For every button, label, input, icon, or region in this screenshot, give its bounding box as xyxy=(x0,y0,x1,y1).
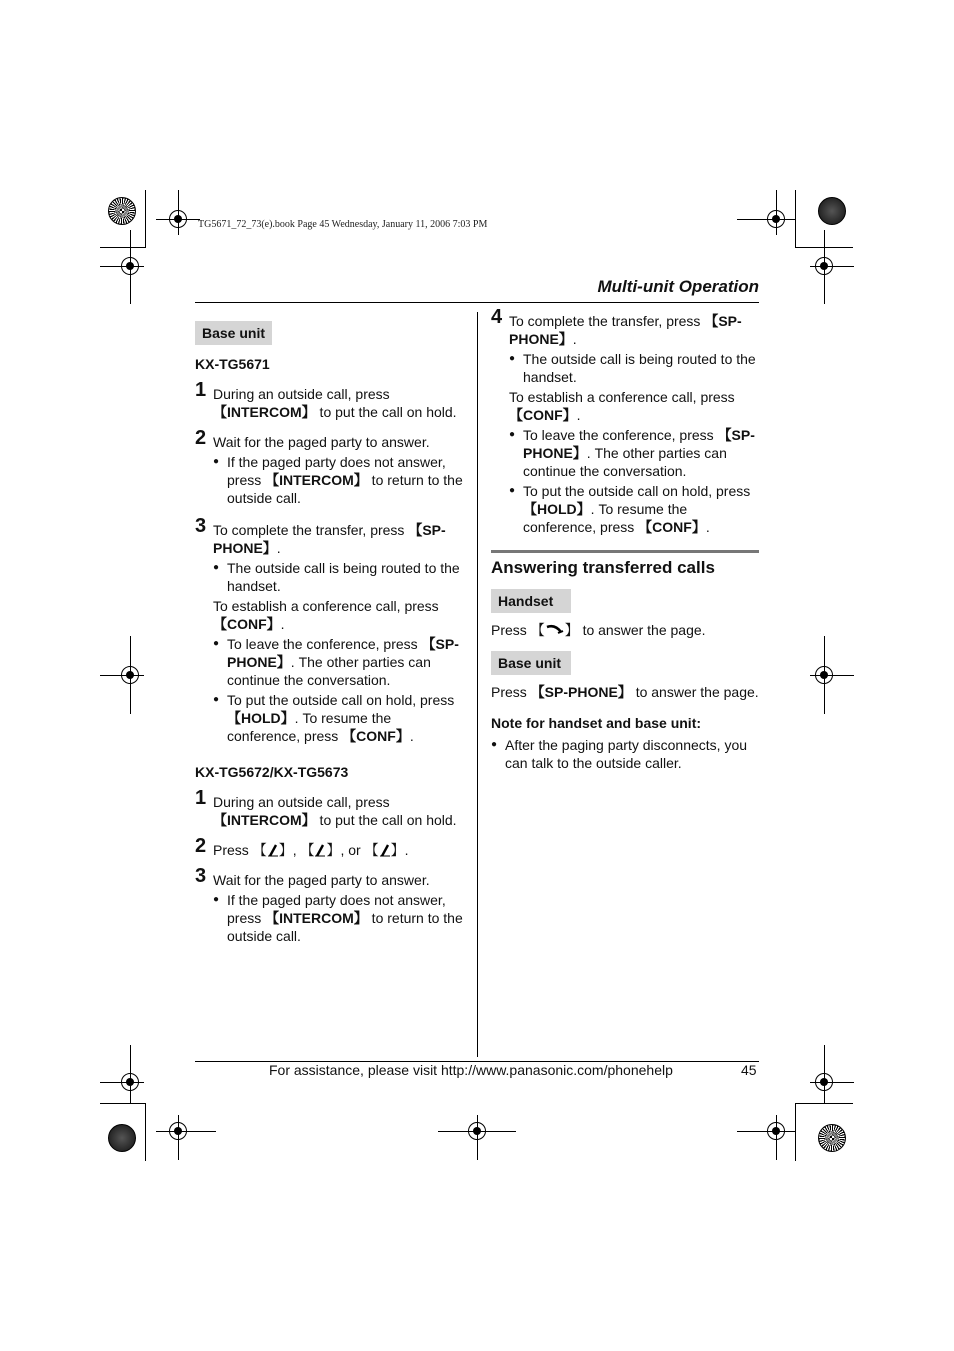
section-title: Multi-unit Operation xyxy=(597,277,759,296)
hold-key: 【HOLD】 xyxy=(227,710,295,726)
hold-key: 【HOLD】 xyxy=(523,501,591,517)
print-info-line: TG5671_72_73(e).book Page 45 Wednesday, January 11, 2006 7:03 PM xyxy=(198,219,488,230)
page-number: 45 xyxy=(741,1062,757,1078)
conf-key: 【CONF】 xyxy=(638,519,706,535)
handset-key-icon xyxy=(267,844,279,857)
column-divider xyxy=(477,312,478,1057)
list-item: ● If the paged party does not answer, press 【INTERCOM】 to return to the outside call. xyxy=(213,453,465,507)
sp-phone-key: 【SP-PHONE】 xyxy=(509,313,742,347)
section-heading: Answering transferred calls xyxy=(491,558,715,577)
step-1: 1 During an outside call, press 【INTERCOM】 to put the call on hold. xyxy=(195,787,457,828)
list-item: ● The outside call is being routed to the handset. xyxy=(213,559,465,595)
right-column xyxy=(491,306,759,772)
header-rule xyxy=(195,302,759,303)
step-4: 4 To complete the transfer, press 【SP-PHONE】. ● The outside call is being routed to the handset. To establish a conference call, press 【CONF】. ● To leave the conference, press 【SP-PHONE】. The other parties can continue the conversation. ● To put the outside call on hold, press 【HOLD】. To resume the conference, press 【CONF】. xyxy=(491,312,759,536)
base-unit-label: Base unit xyxy=(195,321,272,345)
step-3: 3 To complete the transfer, press 【SP-PHONE】. ● The outside call is being routed to the handset. To establish a conference call, press 【CONF】. ● To leave the conference, press 【SP-PHONE】. The other parties can continue the conversation. ● To put the outside call on hold, press 【HOLD】. To resume the conference, press 【CONF】. xyxy=(195,521,465,745)
intercom-key: 【INTERCOM】 xyxy=(213,404,316,420)
intercom-key: 【INTERCOM】 xyxy=(213,812,316,828)
conf-key: 【CONF】 xyxy=(342,728,410,744)
conf-key: 【CONF】 xyxy=(213,616,281,632)
step-2: 2 Press 【 】, 【 】, or 【 】. xyxy=(195,835,409,858)
list-item: ● If the paged party does not answer, press 【INTERCOM】 to return to the outside call. xyxy=(213,891,465,945)
footer-help-text: For assistance, please visit http://www.panasonic.com/phonehelp xyxy=(269,1062,673,1078)
sp-phone-key: 【SP-PHONE】 xyxy=(227,636,459,670)
conference-instruction: To establish a conference call, press 【CONF】. xyxy=(509,389,735,423)
model-heading: KX-TG5671 xyxy=(195,356,270,372)
note-item: ● After the paging party disconnects, you can talk to the outside caller. xyxy=(491,736,759,772)
list-item: ● To put the outside call on hold, press 【HOLD】. To resume the conference, press 【CONF】. xyxy=(509,482,759,536)
handset-key-icon xyxy=(379,844,391,857)
model-heading: KX-TG5672/KX-TG5673 xyxy=(195,764,349,780)
list-item: ● To leave the conference, press 【SP-PHONE】. The other parties can continue the conversation. xyxy=(213,635,465,689)
left-column xyxy=(195,321,465,945)
sp-phone-key: 【SP-PHONE】 xyxy=(530,684,632,700)
sp-phone-key: 【SP-PHONE】 xyxy=(523,427,755,461)
base-unit-instruction: Press 【SP-PHONE】 to answer the page. xyxy=(491,684,759,700)
step-1: 1 During an outside call, press 【INTERCOM】 to put the call on hold. xyxy=(195,379,457,420)
step-3: 3 Wait for the paged party to answer. ● If the paged party does not answer, press 【INTERCOM】 to return to the outside call. xyxy=(195,871,465,945)
intercom-key: 【INTERCOM】 xyxy=(265,910,368,926)
note-title: Note for handset and base unit: xyxy=(491,715,702,731)
section-rule xyxy=(491,550,759,553)
list-item: ● To put the outside call on hold, press 【HOLD】. To resume the conference, press 【CONF】. xyxy=(213,691,465,745)
handset-key-icon xyxy=(314,844,326,857)
talk-key-icon xyxy=(545,624,565,637)
list-item: ● To leave the conference, press 【SP-PHONE】. The other parties can continue the conversation. xyxy=(509,426,759,480)
list-item: ● The outside call is being routed to the handset. xyxy=(509,350,759,386)
conference-instruction: To establish a conference call, press 【CONF】. xyxy=(213,598,439,632)
intercom-key: 【INTERCOM】 xyxy=(265,472,368,488)
handset-label: Handset xyxy=(491,589,571,613)
sp-phone-key: 【SP-PHONE】 xyxy=(213,522,446,556)
base-unit-label: Base unit xyxy=(491,651,571,675)
handset-instruction: Press 【 】 to answer the page. xyxy=(491,622,706,638)
conf-key: 【CONF】 xyxy=(509,407,577,423)
step-2: 2 Wait for the paged party to answer. ● If the paged party does not answer, press 【INTERCOM】 to return to the outside call. xyxy=(195,433,465,507)
